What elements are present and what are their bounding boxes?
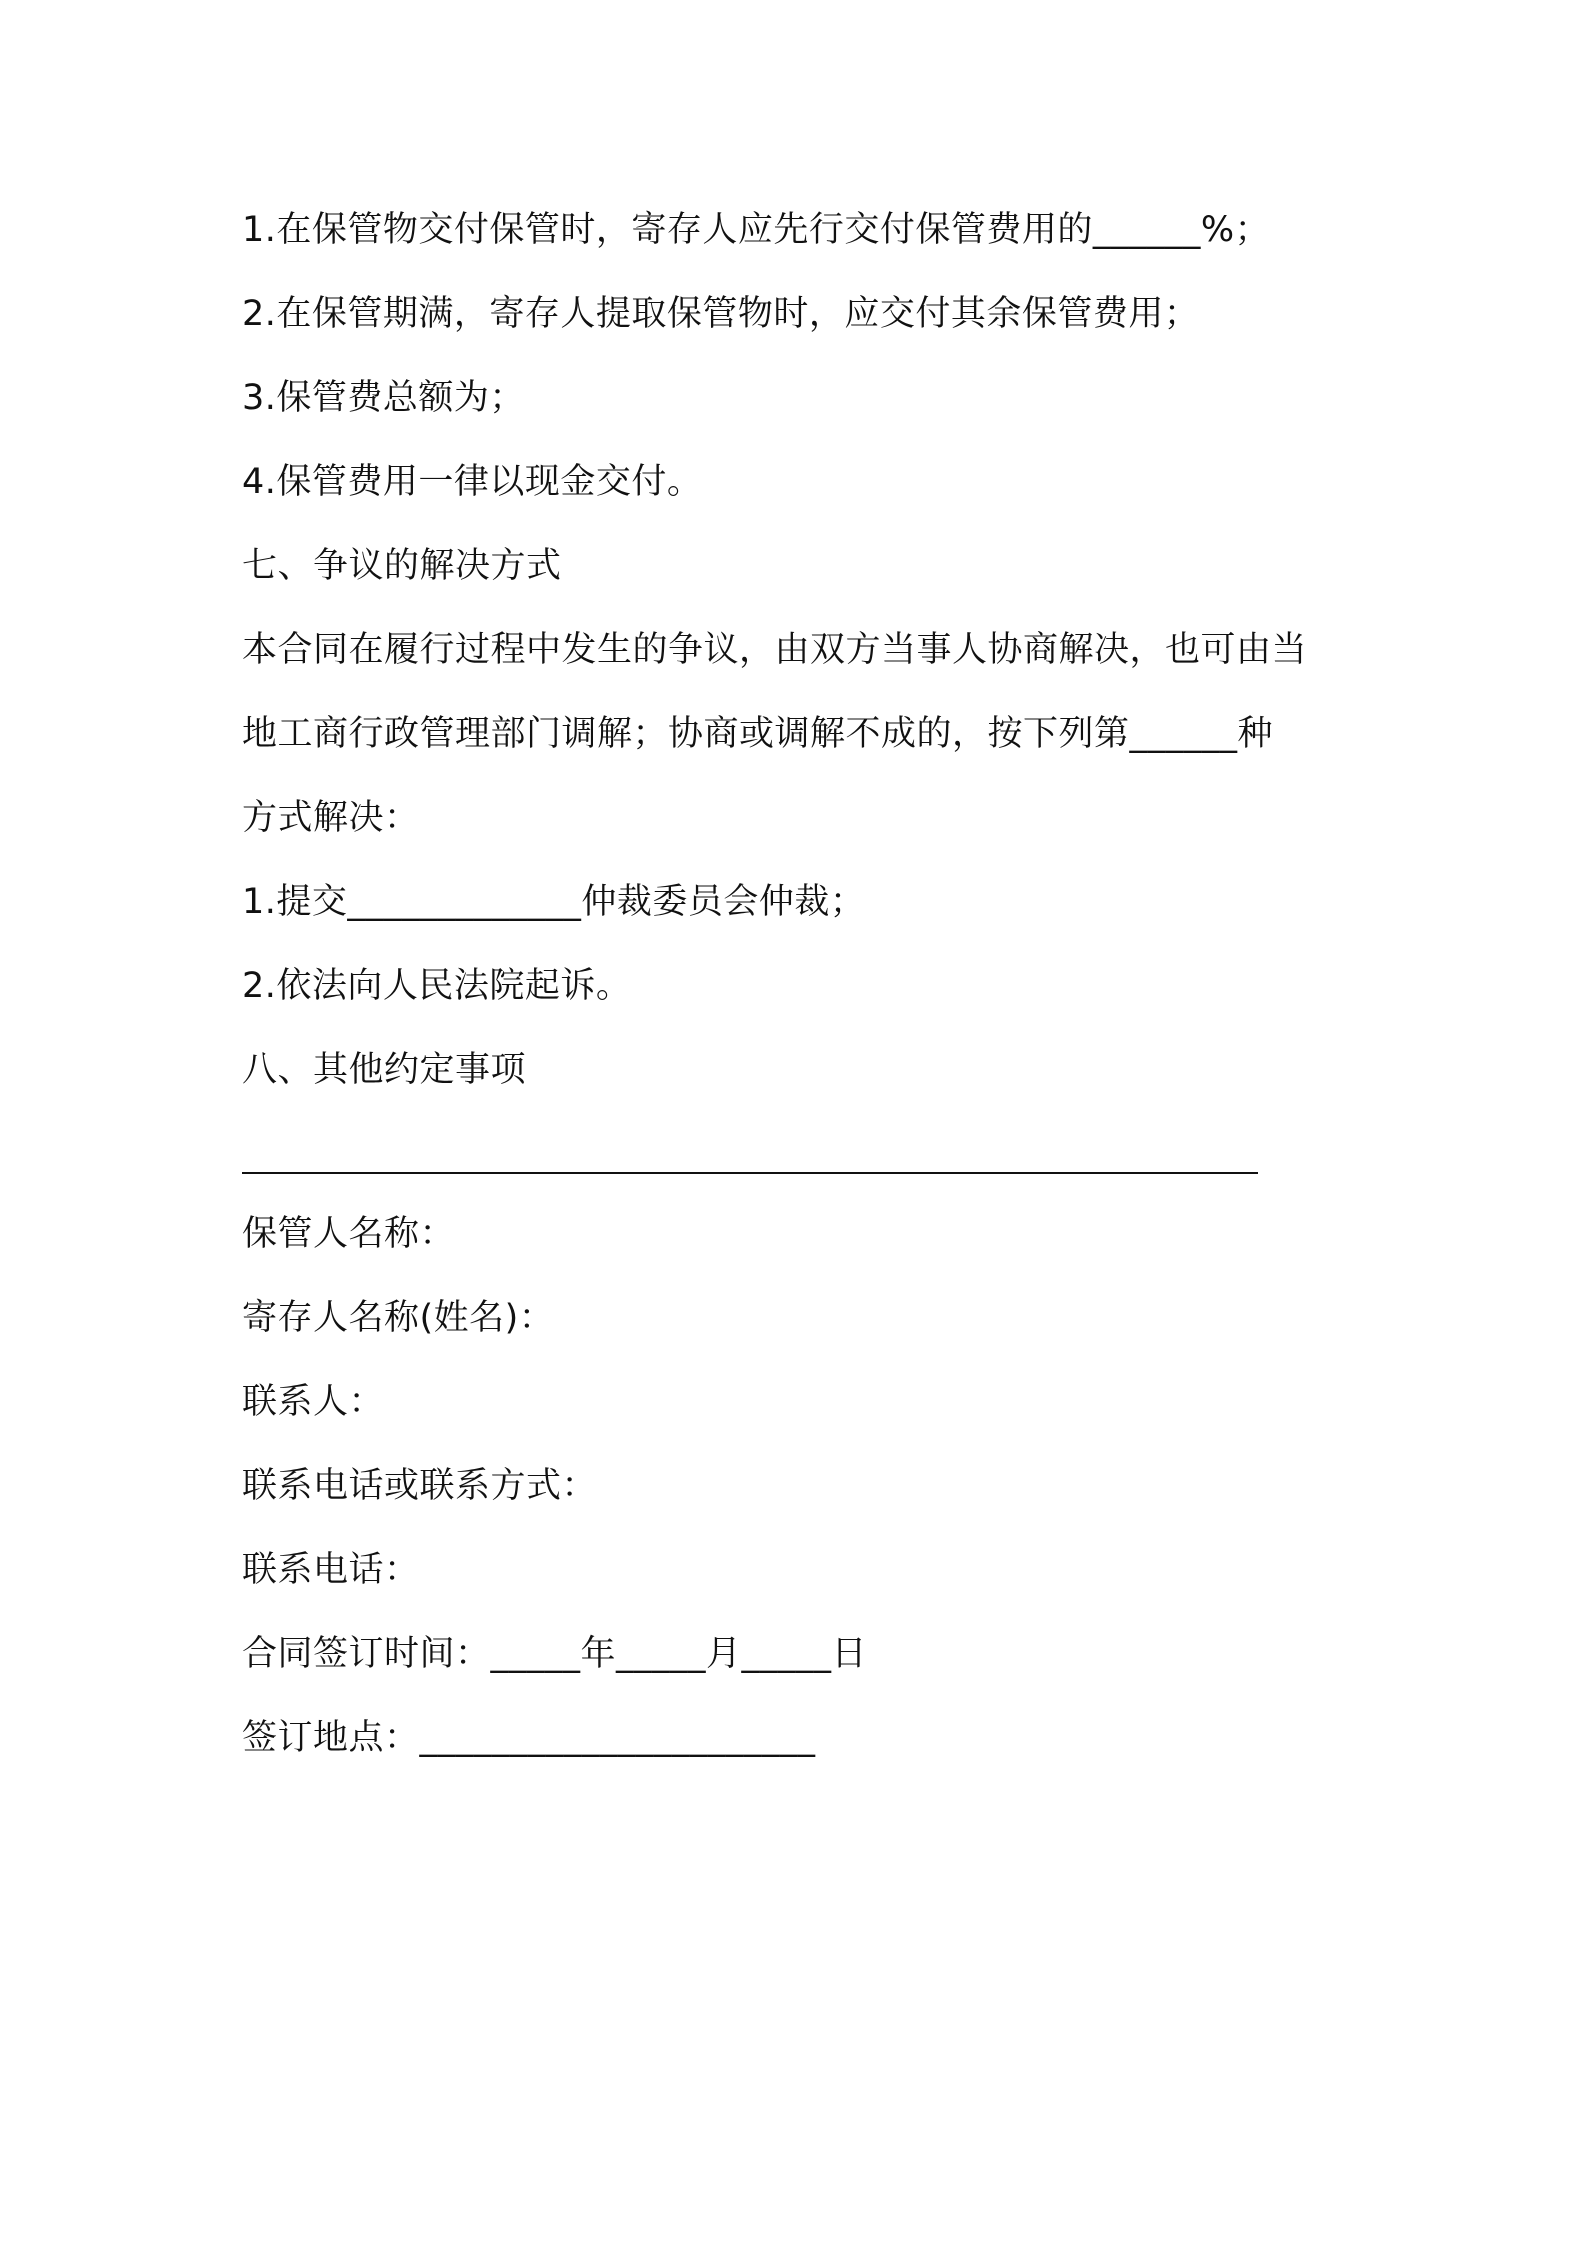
payment-clause-1: 1.在保管物交付保管时，寄存人应先行交付保管费用的______%； xyxy=(242,210,1271,250)
blank-line-rule xyxy=(242,1172,1258,1174)
dispute-paragraph-line-2: 地工商行政管理部门调解；协商或调解不成的，按下列第______种 xyxy=(242,714,1274,754)
section-heading-other: 八、其他约定事项 xyxy=(242,1050,527,1090)
contact-person-label: 联系人： xyxy=(242,1382,385,1422)
dispute-option-1: 1.提交_____________仲裁委员会仲裁； xyxy=(242,882,866,922)
custodian-name-label: 保管人名称： xyxy=(242,1214,456,1254)
dispute-paragraph-line-3: 方式解决： xyxy=(242,798,420,838)
section-heading-dispute: 七、争议的解决方式 xyxy=(242,546,562,586)
signing-place-label: 签订地点：______________________ xyxy=(242,1718,816,1758)
contact-phone-label: 联系电话： xyxy=(242,1550,420,1590)
contact-method-label: 联系电话或联系方式： xyxy=(242,1466,598,1506)
payment-clause-3: 3.保管费总额为； xyxy=(242,378,525,418)
dispute-option-2: 2.依法向人民法院起诉。 xyxy=(242,966,632,1006)
payment-clause-2: 2.在保管期满，寄存人提取保管物时，应交付其余保管费用； xyxy=(242,294,1200,334)
payment-clause-4: 4.保管费用一律以现金交付。 xyxy=(242,462,703,502)
dispute-paragraph-line-1: 本合同在履行过程中发生的争议，由双方当事人协商解决，也可由当 xyxy=(242,630,1308,670)
signing-date-label: 合同签订时间：_____年_____月_____日 xyxy=(242,1634,868,1674)
depositor-name-label: 寄存人名称(姓名)： xyxy=(242,1298,555,1338)
